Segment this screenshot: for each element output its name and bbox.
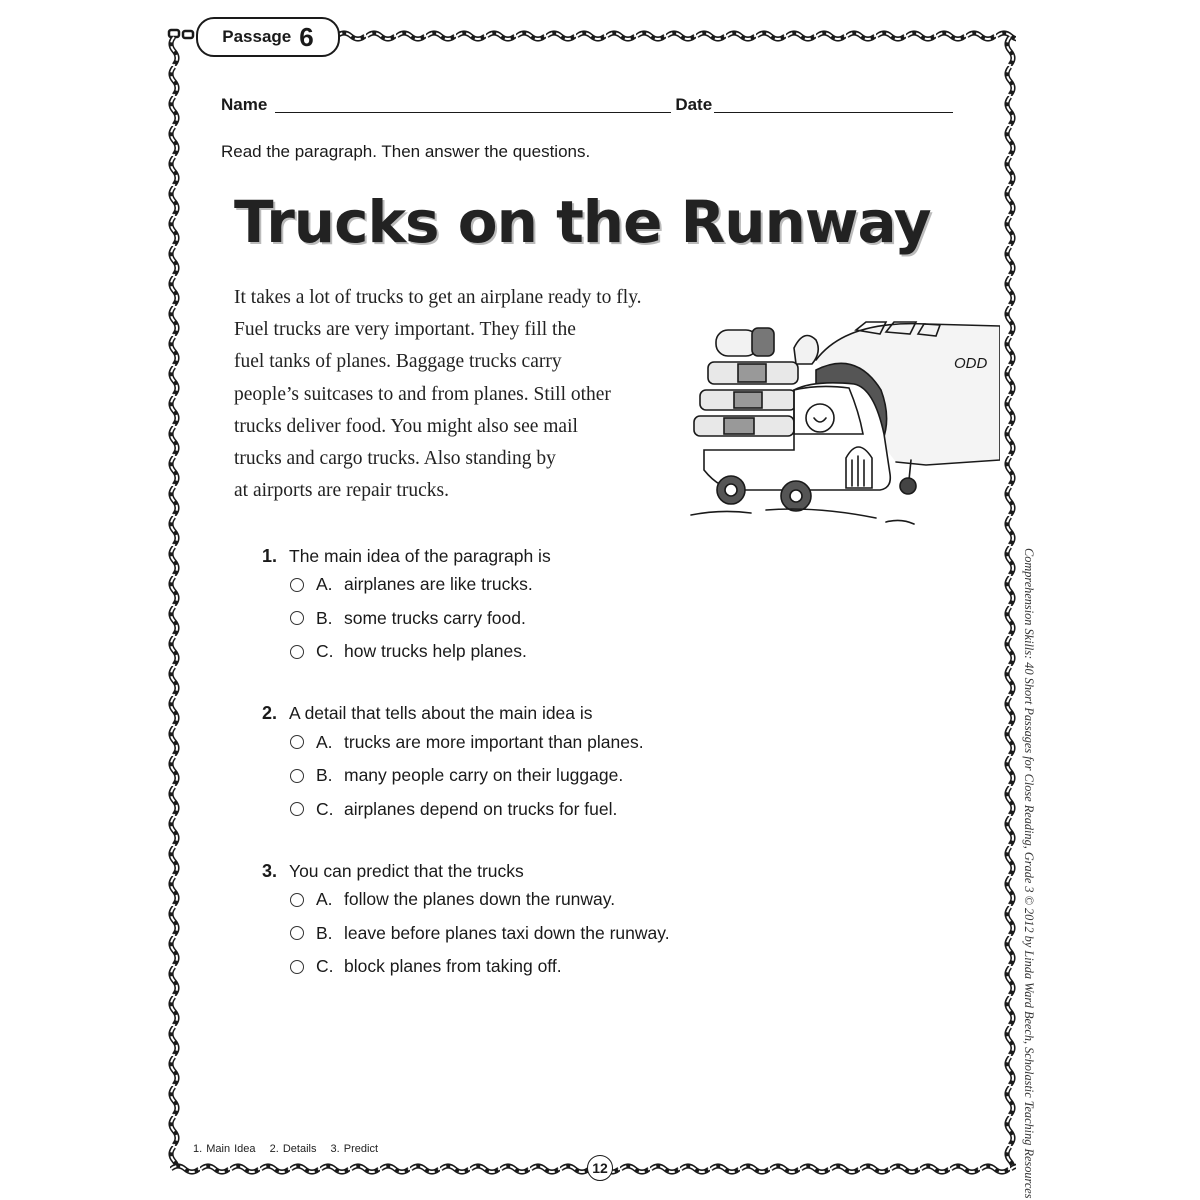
passage-tab (196, 17, 340, 57)
skill-label: 2. Details (269, 1143, 317, 1155)
question-3-option-b[interactable]: B. leave before planes taxi down the runway. (290, 917, 962, 951)
chain-border-left (166, 36, 182, 1168)
question-number: 1. (262, 545, 278, 566)
question-list (262, 544, 962, 1017)
page-number: 12 (587, 1155, 613, 1181)
name-date-row (221, 94, 953, 115)
passage-line: trucks and cargo trucks. Also standing by (234, 448, 556, 470)
skills-footer (193, 1143, 388, 1155)
radio-button[interactable] (290, 960, 304, 974)
question-stem: You can predict that the trucks (289, 860, 524, 881)
passage-line: It takes a lot of trucks to get an airplane ready to fly. (234, 287, 642, 308)
question-3-option-a[interactable]: A. follow the planes down the runway. (290, 883, 962, 917)
copyright-credit (1022, 548, 1042, 1199)
question-1 (262, 544, 962, 669)
question-number: 2. (262, 703, 278, 723)
name-label: Name (221, 95, 268, 114)
date-label: Date (675, 95, 713, 114)
radio-button[interactable] (290, 735, 304, 749)
question-stem: A detail that tells about the main idea is (289, 703, 593, 723)
page-title: Trucks on the Runway (234, 188, 931, 256)
passage-line: at airports are repair trucks. (234, 480, 449, 502)
question-1-option-c[interactable]: C. how trucks help planes. (290, 635, 962, 669)
name-field[interactable] (275, 94, 671, 113)
passage-line: people’s suitcases to and from planes. Still other (234, 383, 611, 405)
truck-airplane-drawing (686, 310, 1000, 540)
passage-line: Fuel trucks are very important. They fill the (234, 319, 576, 341)
skill-label: 3. Predict (330, 1143, 378, 1155)
passage-label: Passage (222, 27, 292, 46)
question-2-option-a[interactable]: A. trucks are more important than planes. (290, 726, 962, 760)
radio-button[interactable] (290, 893, 304, 907)
question-2 (262, 702, 962, 827)
skill-label: 1. Main Idea (193, 1143, 256, 1155)
radio-button[interactable] (290, 926, 304, 940)
truck-airplane-illustration (686, 310, 1000, 540)
passage-line: trucks deliver food. You might also see mail (234, 415, 578, 437)
question-3-option-c[interactable]: C. block planes from taking off. (290, 950, 962, 984)
question-2-option-b[interactable]: B. many people carry on their luggage. (290, 759, 962, 793)
date-field[interactable] (714, 94, 953, 113)
question-2-option-c[interactable]: C. airplanes depend on trucks for fuel. (290, 793, 962, 827)
copyright-text: Comprehension Skills: 40 Short Passages for Close Reading, Grade 3 © 2012 by Linda Ward Beech, Scholastic Teaching Resources (1022, 548, 1036, 1199)
passage-number: 6 (299, 22, 314, 52)
radio-button[interactable] (290, 645, 304, 659)
radio-button[interactable] (290, 578, 304, 592)
question-stem: The main idea of the paragraph is (289, 545, 551, 566)
question-number: 3. (262, 860, 278, 881)
passage-line: fuel tanks of planes. Baggage trucks carry (234, 351, 562, 373)
svg-text:ODD: ODD (954, 355, 988, 372)
question-1-option-b[interactable]: B. some trucks carry food. (290, 602, 962, 636)
chain-border-right (1002, 36, 1018, 1168)
instructions: Read the paragraph. Then answer the questions. (221, 142, 591, 161)
reading-passage (234, 282, 704, 507)
radio-button[interactable] (290, 802, 304, 816)
chain-border-top (336, 28, 1016, 44)
radio-button[interactable] (290, 769, 304, 783)
radio-button[interactable] (290, 611, 304, 625)
question-3 (262, 859, 962, 984)
question-1-option-a[interactable]: A. airplanes are like trucks. (290, 568, 962, 602)
